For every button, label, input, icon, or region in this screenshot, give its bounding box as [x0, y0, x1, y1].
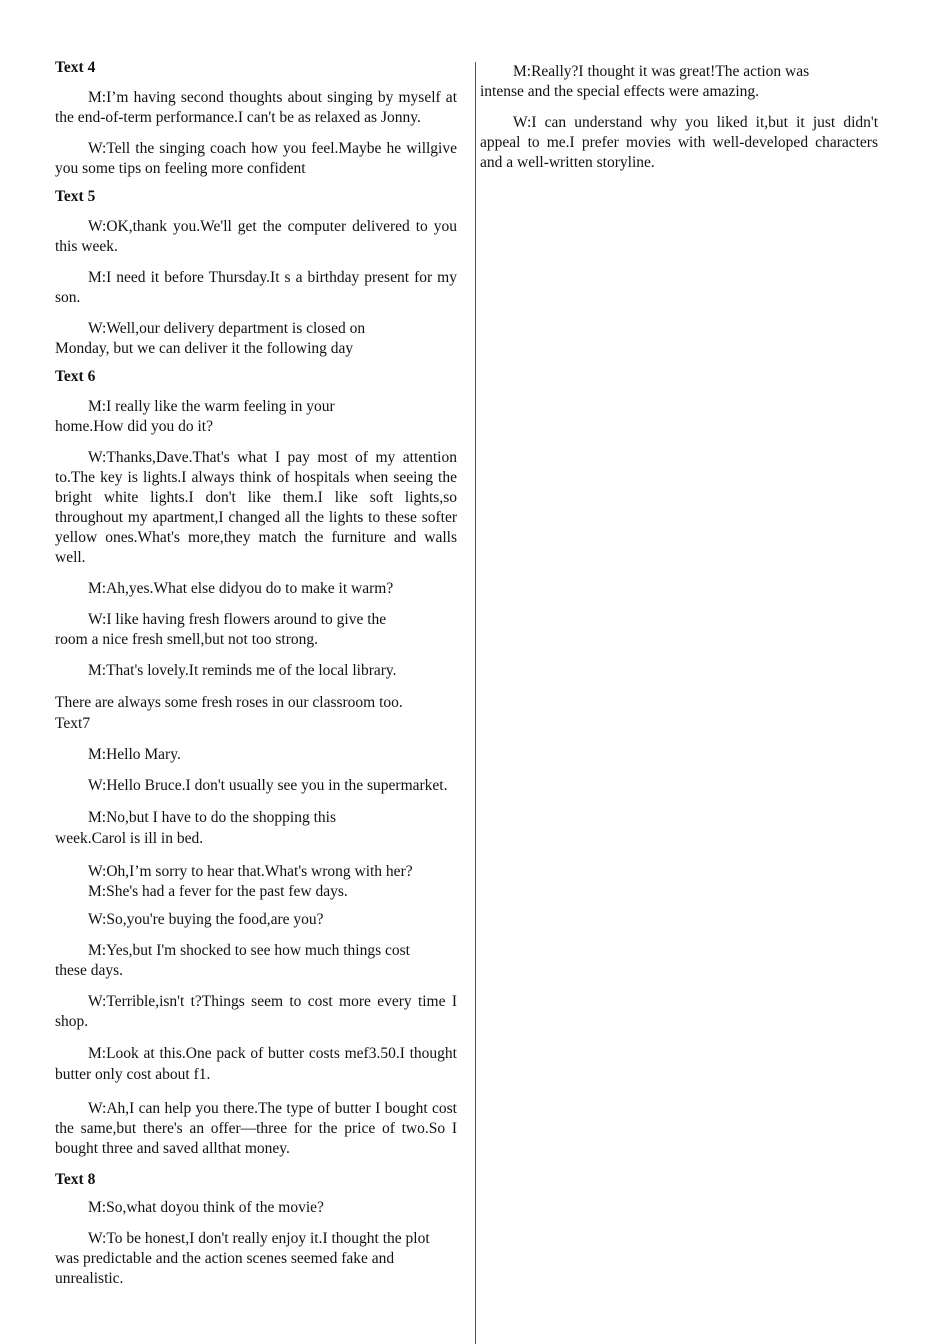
text7-paragraph-2: W:Hello Bruce.I don't usually see you in the supermarket. [88, 777, 448, 794]
text4-heading: Text 4 [55, 59, 96, 76]
text6-paragraph-6: There are always some fresh roses in our classroom too. Text7 [55, 694, 403, 732]
text7-paragraph-4: W:Oh,I’m sorry to hear that.What's wrong with her? M:She's had a fever for the past few days. [88, 863, 413, 900]
text7-paragraph-9: W:Ah,I can help you there.The type of butter I bought cost the same,but there's an offer—three for the price of two.So I bought three and saved allthat money. [55, 1100, 457, 1157]
right-column [480, 62, 878, 184]
text6-paragraph-4: W:I like having fresh flowers around to give the room a nice fresh smell,but not too strong. [55, 611, 387, 648]
text7-paragraph-1: M:Hello Mary. [88, 746, 181, 763]
right-paragraph-1: M:Really?I thought it was great!The action was intense and the special effects were amazing. [480, 63, 810, 100]
text8-paragraph-1: M:So,what doyou think of the movie? [88, 1199, 324, 1216]
text5-heading: Text 5 [55, 188, 96, 205]
text6-heading: Text 6 [55, 368, 96, 385]
column-divider [475, 62, 476, 1344]
text5-paragraph-3: W:Well,our delivery department is closed on Monday, but we can deliver it the following day [55, 320, 366, 357]
text7-paragraph-5: W:So,you're buying the food,are you? [88, 911, 324, 928]
text7-paragraph-3: M:No,but I have to do the shopping this week.Carol is ill in bed. [55, 809, 336, 847]
text6-paragraph-5: M:That's lovely.It reminds me of the local library. [88, 662, 397, 679]
text5-paragraph-2: M:I need it before Thursday.It s a birthday present for my son. [55, 269, 457, 306]
text8-heading: Text 8 [55, 1171, 96, 1188]
text5-paragraph-1: W:OK,thank you.We'll get the computer delivered to you this week. [55, 218, 457, 255]
left-column [55, 58, 457, 1300]
text6-paragraph-1: M:I really like the warm feeling in your home.How did you do it? [55, 398, 335, 435]
text7-paragraph-8: M:Look at this.One pack of butter costs mef3.50.I thought butter only cost about f1. [55, 1045, 457, 1083]
text7-paragraph-7: W:Terrible,isn't t?Things seem to cost more every time I shop. [55, 993, 457, 1030]
text8-paragraph-2: W:To be honest,I don't really enjoy it.I thought the plot was predictable and the action scenes seemed fake and unrealistic. [55, 1230, 430, 1287]
text7-paragraph-6: M:Yes,but I'm shocked to see how much things cost these days. [55, 942, 410, 979]
text4-paragraph-1: M:I’m having second thoughts about singing by myself at the end-of-term performance.I can't be as relaxed as Jonny. [55, 89, 457, 126]
right-paragraph-2: W:I can understand why you liked it,but it just didn't appeal to me.I prefer movies with well-developed characters and a well-written storyline. [480, 114, 878, 171]
text6-paragraph-2: W:Thanks,Dave.That's what I pay most of my attention to.The key is lights.I always think of hospitals when seeing the bright white lights.I don't like them.I like soft lights,so throughout my apartment,I changed all the lights to these softer yellow ones.What's more,they match the furniture and walls well. [55, 449, 457, 566]
text4-paragraph-2: W:Tell the singing coach how you feel.Maybe he willgive you some tips on feeling more confident [55, 140, 457, 177]
text6-paragraph-3: M:Ah,yes.What else didyou do to make it warm? [88, 580, 394, 597]
